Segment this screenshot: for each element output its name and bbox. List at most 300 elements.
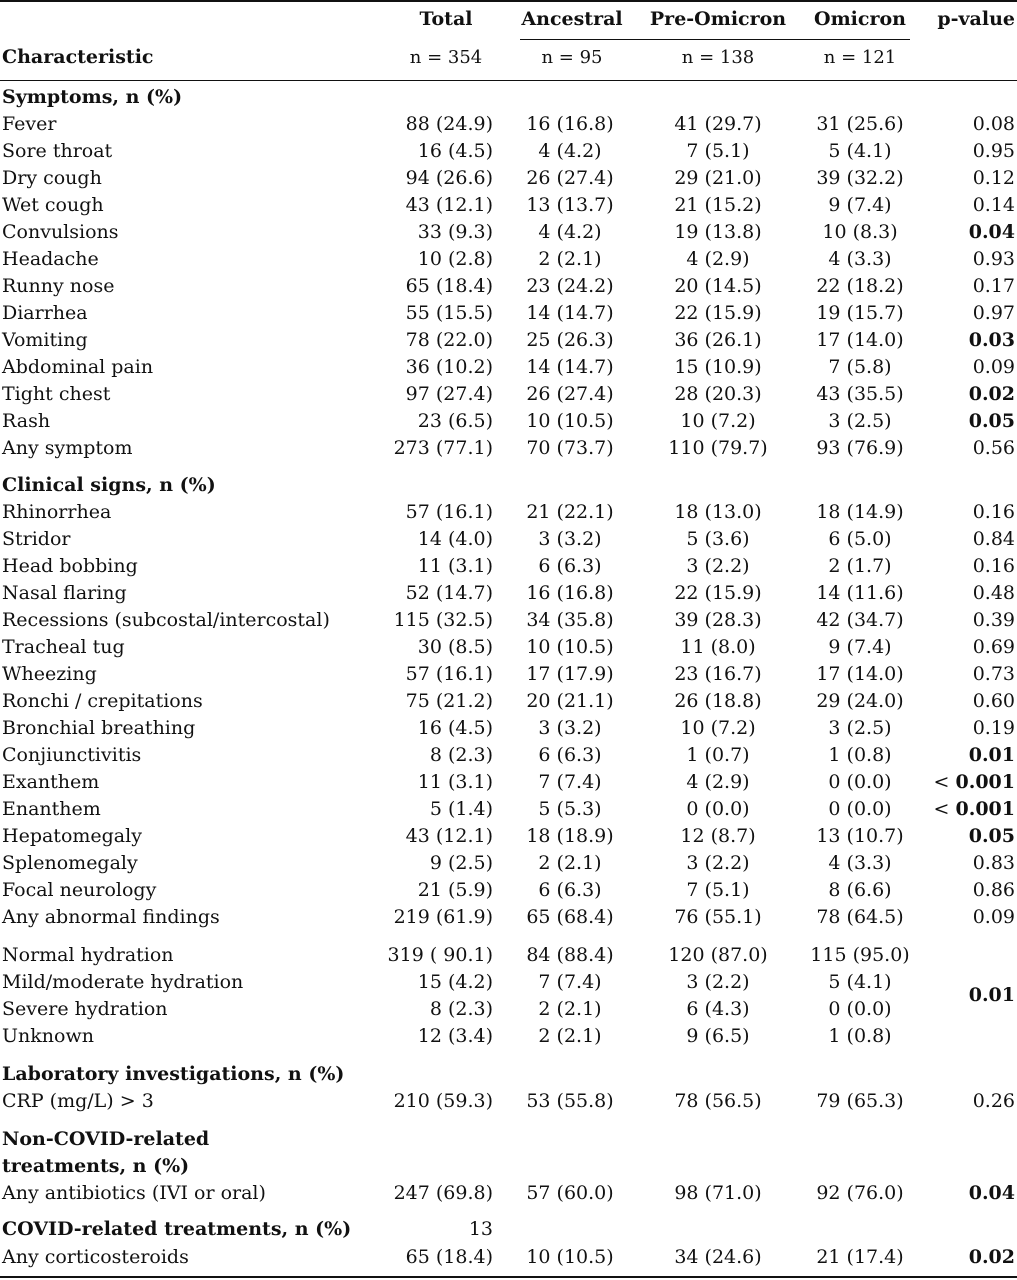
cell-total: 55 (15.5)	[405, 302, 493, 324]
p-value-number: 0.16	[972, 555, 1015, 577]
cell-pre-omicron: 20 (14.5)	[674, 275, 762, 297]
header-n-total: n = 354	[409, 47, 483, 68]
table-row	[0, 850, 1017, 876]
cell-p-value	[973, 661, 1015, 687]
cell-pre-omicron: 28 (20.3)	[674, 383, 762, 405]
less-than-sign: <	[933, 771, 956, 793]
p-value-number: 0.93	[972, 248, 1015, 270]
cell-total: 75 (21.2)	[405, 690, 493, 712]
cell-ancestral: 21 (22.1)	[526, 501, 614, 523]
table-row	[0, 1180, 1017, 1206]
row-label: Conjiunctivitis	[2, 744, 142, 766]
cell-omicron: 17 (14.0)	[816, 663, 904, 685]
less-than-sign: <	[933, 798, 956, 820]
cell-total: 8 (2.3)	[429, 998, 493, 1020]
cell-pre-omicron: 3 (2.2)	[686, 555, 750, 577]
cell-omicron: 39 (32.2)	[816, 167, 904, 189]
row-label: Recessions (subcostal/intercostal)	[2, 609, 330, 631]
cell-omicron: 8 (6.6)	[828, 879, 892, 901]
table-row	[0, 942, 1017, 968]
p-value-number: 0.03	[968, 329, 1015, 351]
p-value-number: 0.01	[968, 744, 1015, 766]
cell-omicron: 4 (3.3)	[828, 852, 892, 874]
cell-p-value	[973, 688, 1015, 714]
cell-omicron: 2 (1.7)	[828, 555, 892, 577]
p-value-number: 0.83	[972, 852, 1015, 874]
p-value-number: 0.16	[972, 501, 1015, 523]
header-ancestral: Ancestral	[521, 8, 623, 30]
row-label: Any antibiotics (IVI or oral)	[2, 1182, 266, 1204]
cell-pre-omicron: 76 (55.1)	[674, 906, 762, 928]
table-row	[0, 1244, 1017, 1270]
table-row	[0, 607, 1017, 633]
cell-total: 8 (2.3)	[429, 744, 493, 766]
cell-p-value	[934, 796, 1015, 822]
row-label: Runny nose	[2, 275, 115, 297]
cell-ancestral: 4 (4.2)	[538, 140, 602, 162]
cell-ancestral: 6 (6.3)	[538, 555, 602, 577]
row-label: CRP (mg/L) > 3	[2, 1090, 154, 1112]
p-value-number: 0.84	[972, 528, 1015, 550]
cell-total: 16 (4.5)	[417, 717, 493, 739]
cell-pre-omicron: 34 (24.6)	[674, 1246, 762, 1268]
row-label: Bronchial breathing	[2, 717, 196, 739]
p-value-number: 0.95	[972, 140, 1015, 162]
p-value-number: 0.73	[972, 663, 1015, 685]
table-row	[0, 273, 1017, 299]
section-header	[0, 472, 1017, 498]
table-row	[0, 354, 1017, 380]
table-row	[0, 138, 1017, 164]
row-label: Dry cough	[2, 167, 102, 189]
cell-pre-omicron: 98 (71.0)	[674, 1182, 762, 1204]
cell-omicron: 18 (14.9)	[816, 501, 904, 523]
p-value-number: 0.97	[972, 302, 1015, 324]
cell-ancestral: 14 (14.7)	[526, 302, 614, 324]
cell-total: 5 (1.4)	[429, 798, 493, 820]
cell-pre-omicron: 10 (7.2)	[680, 717, 756, 739]
cell-p-value	[973, 607, 1015, 633]
cell-p-value	[969, 742, 1015, 768]
cell-total: 16 (4.5)	[417, 140, 493, 162]
cell-p-value	[973, 580, 1015, 606]
table-row	[0, 219, 1017, 245]
cell-omicron: 6 (5.0)	[828, 528, 892, 550]
cell-omicron: 21 (17.4)	[816, 1246, 904, 1268]
table-row	[0, 165, 1017, 191]
cell-pre-omicron: 29 (21.0)	[674, 167, 762, 189]
cell-omicron: 17 (14.0)	[816, 329, 904, 351]
cell-pre-omicron: 19 (13.8)	[674, 221, 762, 243]
cell-omicron: 3 (2.5)	[828, 410, 892, 432]
cell-ancestral: 57 (60.0)	[526, 1182, 614, 1204]
cell-ancestral: 7 (7.4)	[538, 771, 602, 793]
table-row	[0, 661, 1017, 687]
cell-omicron: 19 (15.7)	[816, 302, 904, 324]
p-value-number: 0.69	[972, 636, 1015, 658]
cell-ancestral: 16 (16.8)	[526, 582, 614, 604]
cell-pre-omicron: 1 (0.7)	[686, 744, 750, 766]
cell-total: 43 (12.1)	[405, 825, 493, 847]
table-top-rule	[0, 0, 1017, 2]
cell-total: 10 (2.8)	[417, 248, 493, 270]
cell-total: 9 (2.5)	[429, 852, 493, 874]
cell-total: 43 (12.1)	[405, 194, 493, 216]
row-label: Severe hydration	[2, 998, 168, 1020]
cell-omicron: 14 (11.6)	[816, 582, 904, 604]
table-row	[0, 969, 1017, 995]
cell-ancestral: 5 (5.3)	[538, 798, 602, 820]
cell-omicron: 31 (25.6)	[816, 113, 904, 135]
cell-pre-omicron: 12 (8.7)	[680, 825, 756, 847]
cell-omicron: 1 (0.8)	[828, 744, 892, 766]
cell-pre-omicron: 36 (26.1)	[674, 329, 762, 351]
cell-pre-omicron: 23 (16.7)	[674, 663, 762, 685]
table-row	[0, 634, 1017, 660]
section-header	[0, 1216, 1017, 1242]
cell-pre-omicron: 15 (10.9)	[674, 356, 762, 378]
cell-p-value	[934, 769, 1015, 795]
p-value-number: 0.02	[968, 383, 1015, 405]
cell-ancestral: 34 (35.8)	[526, 609, 614, 631]
p-value-number: 0.60	[972, 690, 1015, 712]
cell-ancestral: 13 (13.7)	[526, 194, 614, 216]
cell-total: 219 (61.9)	[393, 906, 493, 928]
table-row	[0, 823, 1017, 849]
cell-omicron: 93 (76.9)	[816, 437, 904, 459]
table-row	[0, 327, 1017, 353]
cell-ancestral: 17 (17.9)	[526, 663, 614, 685]
cell-p-value	[973, 192, 1015, 218]
table-row	[0, 996, 1017, 1022]
cell-ancestral: 6 (6.3)	[538, 744, 602, 766]
cell-ancestral: 2 (2.1)	[538, 998, 602, 1020]
row-label: Any abnormal findings	[2, 906, 220, 928]
p-value-number: 0.08	[972, 113, 1015, 135]
cell-pre-omicron: 41 (29.7)	[674, 113, 762, 135]
cell-omicron: 3 (2.5)	[828, 717, 892, 739]
header-n-pre-omicron: n = 138	[681, 47, 755, 68]
cell-omicron: 5 (4.1)	[828, 971, 892, 993]
table-row	[0, 246, 1017, 272]
table-row	[0, 796, 1017, 822]
table-row	[0, 499, 1017, 525]
cell-ancestral: 26 (27.4)	[526, 383, 614, 405]
row-label: Laboratory investigations, n (%)	[2, 1063, 345, 1085]
p-value-number: 0.39	[972, 609, 1015, 631]
p-value-number: 0.05	[968, 410, 1015, 432]
table-row	[0, 408, 1017, 434]
row-label: Rash	[2, 410, 51, 432]
cell-ancestral: 3 (3.2)	[538, 717, 602, 739]
cell-p-value	[973, 715, 1015, 741]
cell-total: 115 (32.5)	[393, 609, 493, 631]
row-label: Normal hydration	[2, 944, 174, 966]
cell-omicron: 0 (0.0)	[828, 771, 892, 793]
cell-total: 13	[468, 1218, 493, 1240]
table-row	[0, 715, 1017, 741]
p-value-number: 0.001	[955, 798, 1015, 820]
row-label: Tight chest	[2, 383, 111, 405]
row-label: Head bobbing	[2, 555, 138, 577]
table-row	[0, 1023, 1017, 1049]
row-label: Splenomegaly	[2, 852, 138, 874]
cell-p-value	[969, 381, 1015, 407]
cell-total: 52 (14.7)	[405, 582, 493, 604]
cell-total: 11 (3.1)	[417, 771, 493, 793]
cell-omicron: 7 (5.8)	[828, 356, 892, 378]
row-label: Headache	[2, 248, 99, 270]
cell-pre-omicron: 39 (28.3)	[674, 609, 762, 631]
cell-total: 88 (24.9)	[405, 113, 493, 135]
cell-ancestral: 70 (73.7)	[526, 437, 614, 459]
p-value-number: 0.09	[972, 356, 1015, 378]
cell-p-value	[969, 327, 1015, 353]
section-header	[0, 1061, 1017, 1087]
section-header	[0, 1126, 1017, 1152]
cell-p-value	[973, 904, 1015, 930]
cell-total: 14 (4.0)	[417, 528, 493, 550]
cell-ancestral: 10 (10.5)	[526, 1246, 614, 1268]
cell-total: 65 (18.4)	[405, 1246, 493, 1268]
header-n-ancestral: n = 95	[541, 47, 603, 68]
section-header	[0, 1153, 1017, 1179]
table-row	[0, 192, 1017, 218]
table-row	[0, 526, 1017, 552]
row-label: Enanthem	[2, 798, 101, 820]
cell-ancestral: 10 (10.5)	[526, 636, 614, 658]
row-label: Rhinorrhea	[2, 501, 112, 523]
cell-ancestral: 53 (55.8)	[526, 1090, 614, 1112]
cell-ancestral: 26 (27.4)	[526, 167, 614, 189]
row-label: Sore throat	[2, 140, 113, 162]
cell-total: 247 (69.8)	[393, 1182, 493, 1204]
cell-omicron: 42 (34.7)	[816, 609, 904, 631]
p-value-number: 0.02	[968, 1246, 1015, 1268]
cell-omicron: 22 (18.2)	[816, 275, 904, 297]
table-row	[0, 553, 1017, 579]
p-value-number: 0.12	[972, 167, 1015, 189]
cell-total: 21 (5.9)	[417, 879, 493, 901]
cell-p-value	[973, 138, 1015, 164]
table-bottom-rule	[0, 1276, 1017, 1278]
cell-p-value	[973, 499, 1015, 525]
table-row	[0, 435, 1017, 461]
cell-pre-omicron: 7 (5.1)	[686, 879, 750, 901]
cell-ancestral: 14 (14.7)	[526, 356, 614, 378]
cell-ancestral: 84 (88.4)	[526, 944, 614, 966]
cell-total: 273 (77.1)	[393, 437, 493, 459]
cell-p-value	[973, 553, 1015, 579]
cell-omicron: 115 (95.0)	[810, 944, 910, 966]
table-row	[0, 1088, 1017, 1114]
cell-pre-omicron: 110 (79.7)	[668, 437, 768, 459]
cell-p-value	[973, 634, 1015, 660]
row-label: treatments, n (%)	[2, 1155, 190, 1177]
header-bottom-rule	[0, 80, 1017, 81]
cell-ancestral: 3 (3.2)	[538, 528, 602, 550]
p-value-number: 0.001	[955, 771, 1015, 793]
cell-p-value	[973, 850, 1015, 876]
cell-ancestral: 25 (26.3)	[526, 329, 614, 351]
row-label: Symptoms, n (%)	[2, 86, 183, 108]
row-label: Tracheal tug	[2, 636, 125, 658]
cell-total: 12 (3.4)	[417, 1025, 493, 1047]
cell-p-value	[973, 877, 1015, 903]
cell-pre-omicron: 3 (2.2)	[686, 971, 750, 993]
row-label: Unknown	[2, 1025, 94, 1047]
table-row	[0, 688, 1017, 714]
cell-ancestral: 4 (4.2)	[538, 221, 602, 243]
cell-omicron: 29 (24.0)	[816, 690, 904, 712]
cell-pre-omicron: 22 (15.9)	[674, 582, 762, 604]
row-label: Any corticosteroids	[2, 1246, 189, 1268]
row-label: Abdominal pain	[2, 356, 154, 378]
cell-total: 15 (4.2)	[417, 971, 493, 993]
p-value-number: 0.04	[968, 1182, 1015, 1204]
header-characteristic: Characteristic	[2, 46, 154, 68]
cell-pre-omicron: 18 (13.0)	[674, 501, 762, 523]
cell-total: 97 (27.4)	[405, 383, 493, 405]
cell-pre-omicron: 6 (4.3)	[686, 998, 750, 1020]
cell-omicron: 4 (3.3)	[828, 248, 892, 270]
cell-pre-omicron: 11 (8.0)	[680, 636, 756, 658]
p-value-number: 0.26	[972, 1090, 1015, 1112]
cell-total: 319 ( 90.1)	[387, 944, 493, 966]
cell-total: 30 (8.5)	[417, 636, 493, 658]
row-label: Clinical signs, n (%)	[2, 474, 216, 496]
cell-pre-omicron: 4 (2.9)	[686, 771, 750, 793]
cell-p-value	[973, 246, 1015, 272]
cell-pre-omicron: 22 (15.9)	[674, 302, 762, 324]
row-label: COVID-related treatments, n (%)	[2, 1218, 352, 1240]
row-label: Wet cough	[2, 194, 104, 216]
header-total: Total	[419, 8, 473, 30]
hydration-p-value: 0.01	[968, 984, 1015, 1006]
table-row	[0, 877, 1017, 903]
cell-pre-omicron: 9 (6.5)	[686, 1025, 750, 1047]
cell-omicron: 10 (8.3)	[822, 221, 898, 243]
cell-p-value	[969, 1244, 1015, 1270]
cell-total: 94 (26.6)	[405, 167, 493, 189]
table-row	[0, 111, 1017, 137]
cell-omicron: 5 (4.1)	[828, 140, 892, 162]
p-value-number: 0.09	[972, 906, 1015, 928]
cell-p-value	[969, 408, 1015, 434]
header-n-omicron: n = 121	[823, 47, 897, 68]
cell-omicron: 9 (7.4)	[828, 194, 892, 216]
cell-p-value	[973, 273, 1015, 299]
cell-p-value	[973, 526, 1015, 552]
cell-ancestral: 18 (18.9)	[526, 825, 614, 847]
cell-ancestral: 16 (16.8)	[526, 113, 614, 135]
row-label: Focal neurology	[2, 879, 157, 901]
cell-p-value	[969, 219, 1015, 245]
cell-pre-omicron: 5 (3.6)	[686, 528, 750, 550]
row-label: Stridor	[2, 528, 71, 550]
row-label: Exanthem	[2, 771, 100, 793]
cell-total: 65 (18.4)	[405, 275, 493, 297]
cell-ancestral: 10 (10.5)	[526, 410, 614, 432]
row-label: Any symptom	[2, 437, 133, 459]
cell-pre-omicron: 10 (7.2)	[680, 410, 756, 432]
header-omicron: Omicron	[814, 8, 906, 30]
table-row	[0, 300, 1017, 326]
row-label: Hepatomegaly	[2, 825, 142, 847]
cell-p-value	[973, 165, 1015, 191]
row-label: Mild/moderate hydration	[2, 971, 244, 993]
cell-ancestral: 65 (68.4)	[526, 906, 614, 928]
p-value-number: 0.17	[972, 275, 1015, 297]
row-label: Fever	[2, 113, 57, 135]
p-value-number: 0.56	[972, 437, 1015, 459]
cell-ancestral: 23 (24.2)	[526, 275, 614, 297]
cell-p-value	[969, 1180, 1015, 1206]
cell-total: 23 (6.5)	[417, 410, 493, 432]
cell-p-value	[973, 435, 1015, 461]
table-row	[0, 580, 1017, 606]
p-value-number: 0.19	[972, 717, 1015, 739]
cell-ancestral: 6 (6.3)	[538, 879, 602, 901]
table-row	[0, 742, 1017, 768]
cell-ancestral: 2 (2.1)	[538, 852, 602, 874]
cell-ancestral: 20 (21.1)	[526, 690, 614, 712]
cell-total: 78 (22.0)	[405, 329, 493, 351]
cell-ancestral: 7 (7.4)	[538, 971, 602, 993]
table-row	[0, 904, 1017, 930]
cell-p-value	[973, 300, 1015, 326]
p-value-number: 0.48	[972, 582, 1015, 604]
cell-omicron: 43 (35.5)	[816, 383, 904, 405]
cell-pre-omicron: 78 (56.5)	[674, 1090, 762, 1112]
cell-omicron: 78 (64.5)	[816, 906, 904, 928]
row-label: Convulsions	[2, 221, 119, 243]
cell-omicron: 13 (10.7)	[816, 825, 904, 847]
cell-total: 57 (16.1)	[405, 663, 493, 685]
cell-ancestral: 2 (2.1)	[538, 248, 602, 270]
table-row	[0, 769, 1017, 795]
cell-total: 11 (3.1)	[417, 555, 493, 577]
cell-total: 57 (16.1)	[405, 501, 493, 523]
cell-total: 210 (59.3)	[393, 1090, 493, 1112]
cell-pre-omicron: 21 (15.2)	[674, 194, 762, 216]
row-label: Vomiting	[2, 329, 88, 351]
p-value-number: 0.14	[972, 194, 1015, 216]
cell-pre-omicron: 3 (2.2)	[686, 852, 750, 874]
p-value-number: 0.04	[968, 221, 1015, 243]
cell-omicron: 9 (7.4)	[828, 636, 892, 658]
cell-omicron: 92 (76.0)	[816, 1182, 904, 1204]
cell-pre-omicron: 120 (87.0)	[668, 944, 768, 966]
cell-p-value	[973, 1088, 1015, 1114]
cell-omicron: 79 (65.3)	[816, 1090, 904, 1112]
p-value-number: 0.05	[968, 825, 1015, 847]
header-p-value: p-value	[937, 8, 1015, 30]
row-label: Ronchi / crepitations	[2, 690, 203, 712]
cell-pre-omicron: 7 (5.1)	[686, 140, 750, 162]
cell-pre-omicron: 0 (0.0)	[686, 798, 750, 820]
row-label: Wheezing	[2, 663, 97, 685]
cell-total: 33 (9.3)	[417, 221, 493, 243]
cell-total: 36 (10.2)	[405, 356, 493, 378]
header-pre-omicron: Pre-Omicron	[649, 8, 787, 30]
table-row	[0, 381, 1017, 407]
row-label: Nasal flaring	[2, 582, 127, 604]
row-label: Non-COVID-related	[2, 1128, 210, 1150]
section-header	[0, 84, 1017, 110]
cell-pre-omicron: 4 (2.9)	[686, 248, 750, 270]
cell-p-value	[973, 354, 1015, 380]
